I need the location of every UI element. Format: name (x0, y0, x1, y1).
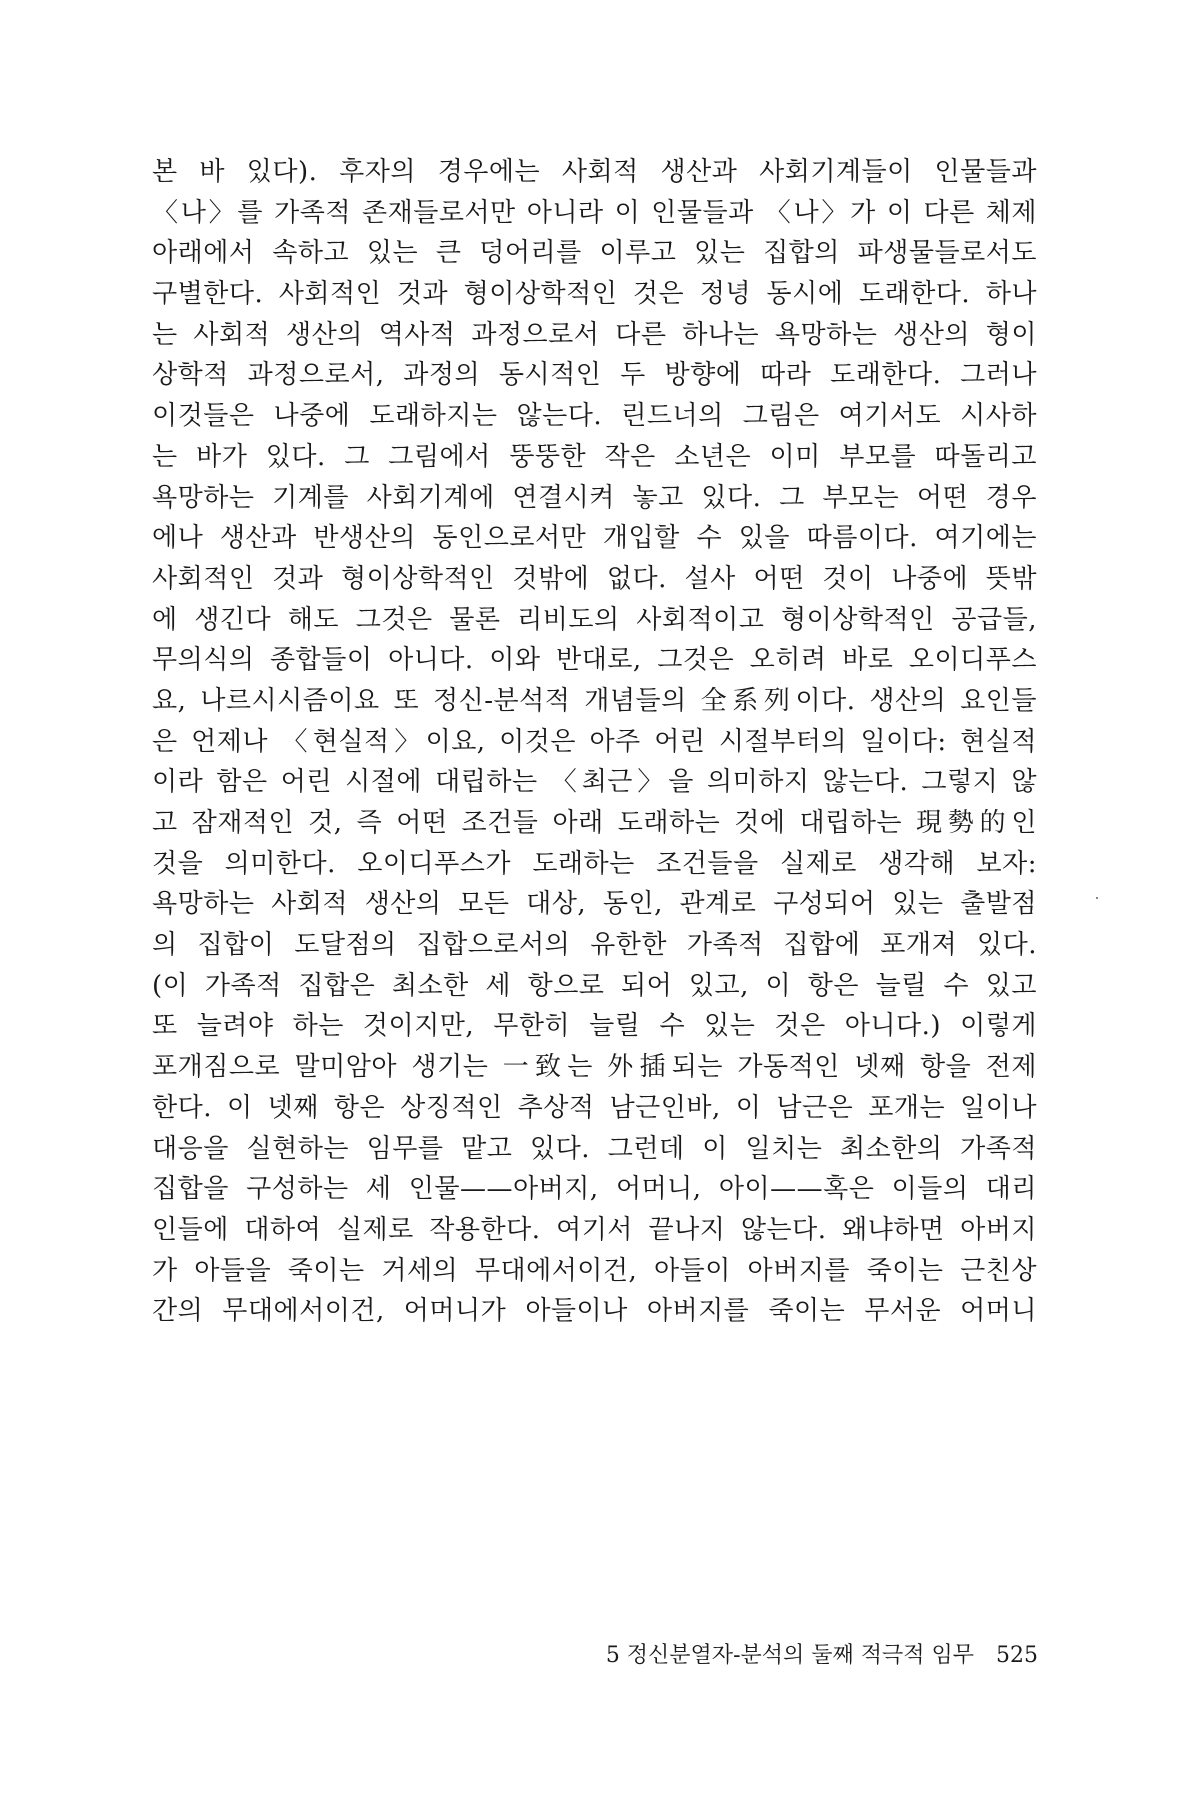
text-line: 대응을 실현하는 임무를 맡고 있다. 그런데 이 일치는 최소한의 가족적 (152, 1133, 1037, 1164)
text-line: 한다. 이 넷째 항은 상징적인 추상적 남근인바, 이 남근은 포개는 일이나 (152, 1092, 1037, 1123)
text-line: 것을 의미한다. 오이디푸스가 도래하는 조건들을 실제로 생각해 보자: (152, 848, 1037, 879)
text-line: 상학적 과정으로서, 과정의 동시적인 두 방향에 따라 도래한다. 그러나 (152, 360, 1037, 391)
text-line: 또 늘려야 하는 것이지만, 무한히 늘릴 수 있는 것은 아니다.) 이렇게 (152, 1011, 1037, 1042)
text-line: 이것들은 나중에 도래하지는 않는다. 린드너의 그림은 여기서도 시사하 (152, 401, 1037, 432)
text-line: 구별한다. 사회적인 것과 형이상학적인 것은 정녕 동시에 도래한다. 하나 (152, 279, 1037, 310)
text-line: 아래에서 속하고 있는 큰 덩어리를 이루고 있는 집합의 파생물들로서도 (152, 238, 1037, 269)
text-line: 고 잠재적인 것, 즉 어떤 조건들 아래 도래하는 것에 대립하는 現勢的인 (152, 808, 1037, 838)
text-line: 포개짐으로 말미암아 생기는 一致는 外插되는 가동적인 넷째 항을 전제 (152, 1052, 1037, 1083)
scan-speck (1096, 897, 1098, 899)
text-line: 본 바 있다). 후자의 경우에는 사회적 생산과 사회기계들이 인물들과 (152, 157, 1037, 187)
text-line: 욕망하는 기계를 사회기계에 연결시켜 놓고 있다. 그 부모는 어떤 경우 (152, 482, 1037, 513)
text-line: 에 생긴다 해도 그것은 물론 리비도의 사회적이고 형이상학적인 공급들, (152, 604, 1037, 635)
text-line: 의 집합이 도달점의 집합으로서의 유한한 가족적 집합에 포개져 있다. (152, 930, 1037, 961)
body-text (152, 152, 1037, 1332)
text-line: (이 가족적 집합은 최소한 세 항으로 되어 있고, 이 항은 늘릴 수 있고 (152, 970, 1037, 1001)
text-line: 에나 생산과 반생산의 동인으로서만 개입할 수 있을 따름이다. 여기에는 (152, 523, 1037, 554)
text-line: 가 아들을 죽이는 거세의 무대에서이건, 아들이 아버지를 죽이는 근친상 (152, 1255, 1037, 1286)
text-line: 〈나〉를 가족적 존재들로서만 아니라 이 인물들과 〈나〉가 이 다른 체제 (152, 197, 1037, 228)
text-line: 집합을 구성하는 세 인물——아버지, 어머니, 아이——혹은 이들의 대리 (152, 1174, 1037, 1205)
text-line: 사회적인 것과 형이상학적인 것밖에 없다. 설사 어떤 것이 나중에 뜻밖 (152, 563, 1037, 594)
running-head: 5 정신분열자-분석의 둘째 적극적 임무 (605, 1643, 974, 1668)
text-line: 이라 함은 어린 시절에 대립하는 〈최근〉을 의미하지 않는다. 그렇지 않 (152, 767, 1037, 798)
page-number: 525 (996, 1643, 1038, 1668)
text-line: 요, 나르시시즘이요 또 정신-분석적 개념들의 全系列이다. 생산의 요인들 (152, 685, 1037, 716)
text-line: 인들에 대하여 실제로 작용한다. 여기서 끝나지 않는다. 왜냐하면 아버지 (152, 1214, 1037, 1245)
text-line: 은 언제나 〈현실적〉이요, 이것은 아주 어린 시절부터의 일이다: 현실적 (152, 726, 1037, 757)
text-line: 는 바가 있다. 그 그림에서 뚱뚱한 작은 소년은 이미 부모를 따돌리고 (152, 441, 1037, 472)
text-line: 욕망하는 사회적 생산의 모든 대상, 동인, 관계로 구성되어 있는 출발점 (152, 889, 1037, 920)
text-line: 는 사회적 생산의 역사적 과정으로서 다른 하나는 욕망하는 생산의 형이 (152, 319, 1037, 350)
page-footer (554, 1638, 1038, 1674)
text-line: 무의식의 종합들이 아니다. 이와 반대로, 그것은 오히려 바로 오이디푸스 (152, 645, 1037, 676)
text-line: 간의 무대에서이건, 어머니가 아들이나 아버지를 죽이는 무서운 어머니 (152, 1296, 1037, 1327)
